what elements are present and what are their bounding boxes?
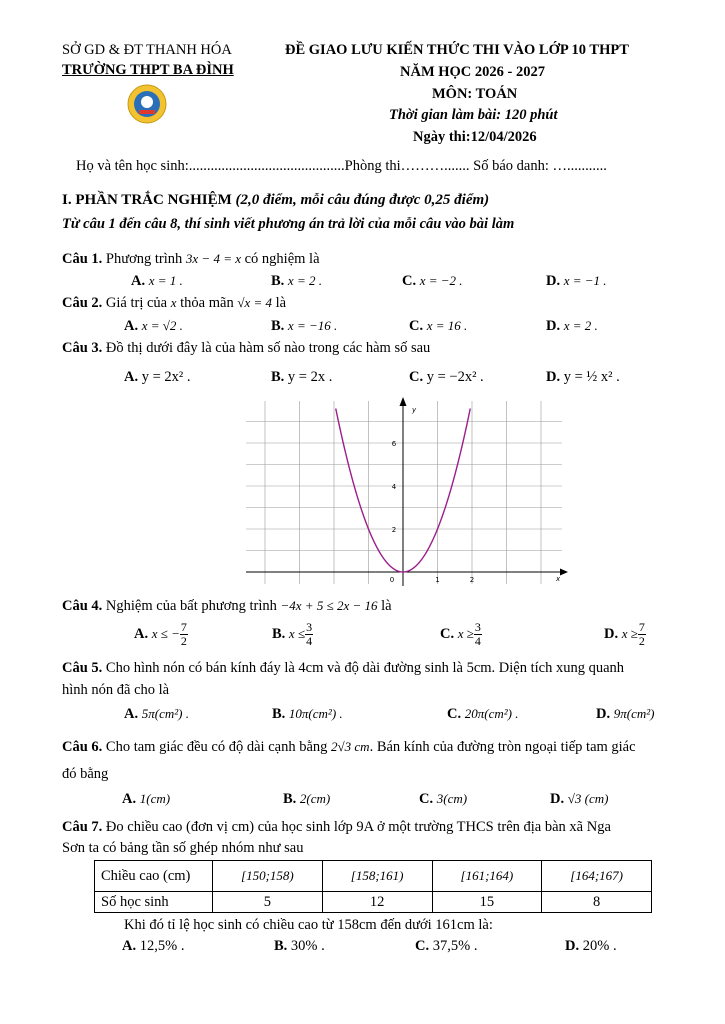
option-key: B. bbox=[271, 369, 285, 385]
option-key: A. bbox=[122, 938, 137, 954]
option-value: 3(cm) bbox=[436, 791, 468, 806]
option-key: A. bbox=[134, 625, 149, 642]
axes bbox=[246, 397, 568, 586]
option-b bbox=[271, 369, 332, 386]
fraction: $\frac{7}{2}$ bbox=[638, 620, 645, 648]
option-c bbox=[409, 318, 467, 335]
option-value: y = −2x² . bbox=[426, 369, 484, 385]
option-c bbox=[419, 791, 467, 808]
option-value: y = 2x² . bbox=[141, 369, 191, 385]
question-label: Câu 6. bbox=[62, 739, 103, 755]
option-a bbox=[122, 791, 170, 808]
option-b bbox=[274, 938, 325, 955]
fraction: $\frac{7}{2}$ bbox=[180, 620, 187, 648]
option-value: 5π(cm²) . bbox=[141, 706, 189, 721]
option-value: x ≥ bbox=[621, 625, 638, 641]
option-value: 37,5% . bbox=[432, 938, 478, 954]
question-text: có nghiệm là bbox=[244, 251, 320, 267]
side-length: 2√3 cm bbox=[331, 739, 370, 754]
option-key: C. bbox=[409, 318, 424, 334]
question-label: Câu 5. bbox=[62, 660, 103, 676]
option-key: B. bbox=[272, 625, 286, 642]
question-text: thỏa mãn bbox=[180, 295, 234, 311]
fraction: $\frac{3}{4}$ bbox=[306, 620, 313, 648]
option-a bbox=[124, 706, 189, 723]
option-key: B. bbox=[271, 318, 285, 334]
table-cell: [164;167) bbox=[542, 861, 652, 892]
section-title: I. PHẦN TRẮC NGHIỆM bbox=[62, 192, 232, 208]
option-value: √3 (cm) bbox=[567, 791, 609, 806]
question-followup: Khi đó tỉ lệ học sinh có chiều cao từ 158cm đến dưới 161cm là: bbox=[124, 917, 493, 933]
subject: MÔN: TOÁN bbox=[432, 86, 518, 102]
question-text-cont: đó bằng bbox=[62, 766, 109, 782]
question-text-cont: hình nón đã cho là bbox=[62, 682, 170, 698]
department-name: SỞ GD & ĐT THANH HÓA bbox=[62, 42, 232, 58]
option-value: x = −16 . bbox=[287, 318, 338, 333]
question-label: Câu 7. bbox=[62, 819, 103, 835]
equation: √x = 4 bbox=[237, 295, 273, 310]
option-b bbox=[271, 273, 322, 290]
option-key: B. bbox=[274, 938, 288, 954]
question-4 bbox=[62, 598, 392, 615]
table-cell: [158;161) bbox=[322, 861, 432, 892]
option-value: 1(cm) bbox=[139, 791, 171, 806]
option-key: B. bbox=[271, 273, 285, 289]
option-value: x = −2 . bbox=[419, 273, 463, 288]
x-tick-label: 0 bbox=[389, 576, 395, 584]
question-3 bbox=[62, 340, 430, 357]
option-key: A. bbox=[124, 369, 139, 385]
option-c bbox=[415, 938, 477, 955]
table-cell: [150;158) bbox=[213, 861, 323, 892]
option-key: D. bbox=[565, 938, 580, 954]
option-value: y = ½ x² . bbox=[563, 369, 620, 385]
option-value: 30% . bbox=[290, 938, 325, 954]
option-key: B. bbox=[283, 791, 297, 807]
option-value: x ≤ − bbox=[151, 625, 180, 641]
x-tick-label: 1 bbox=[435, 576, 440, 584]
option-d bbox=[546, 273, 607, 290]
y-tick-label: 4 bbox=[391, 483, 397, 491]
option-value: x ≤ bbox=[288, 625, 306, 641]
option-key: D. bbox=[546, 369, 561, 385]
option-key: A. bbox=[124, 706, 139, 722]
question-2 bbox=[62, 295, 286, 312]
table-cell: 8 bbox=[542, 892, 652, 913]
question-label: Câu 1. bbox=[62, 251, 103, 267]
fraction: $\frac{3}{4}$ bbox=[474, 620, 481, 648]
option-key: C. bbox=[415, 938, 430, 954]
tick-labels bbox=[390, 406, 561, 584]
option-value: 10π(cm²) . bbox=[288, 706, 343, 721]
option-d bbox=[550, 791, 608, 808]
variable: x bbox=[170, 295, 177, 310]
option-key: C. bbox=[402, 273, 417, 289]
option-key: D. bbox=[550, 791, 565, 807]
option-value: 20% . bbox=[582, 938, 617, 954]
question-text: Đồ thị dưới đây là của hàm số nào trong các hàm số sau bbox=[105, 340, 431, 356]
option-d bbox=[604, 621, 646, 648]
question-6 bbox=[62, 739, 636, 756]
school-year: NĂM HỌC 2026 - 2027 bbox=[400, 64, 545, 80]
option-value: 2(cm) bbox=[299, 791, 331, 806]
question-text: là bbox=[381, 598, 392, 614]
table-cell: 12 bbox=[322, 892, 432, 913]
option-value: x = 2 . bbox=[563, 318, 598, 333]
option-c bbox=[447, 706, 518, 723]
option-value: 9π(cm²) bbox=[613, 706, 655, 721]
question-text: Giá trị của bbox=[105, 295, 168, 311]
option-a bbox=[122, 938, 184, 955]
option-key: A. bbox=[124, 318, 139, 334]
option-key: A. bbox=[122, 791, 137, 807]
option-key: C. bbox=[440, 625, 455, 642]
question-text: Cho hình nón có bán kính đáy là 4cm và độ dài đường sinh là 5cm. Diện tích xung quanh bbox=[105, 660, 625, 676]
question-7 bbox=[62, 819, 611, 836]
row-header: Số học sinh bbox=[95, 892, 213, 913]
option-b bbox=[283, 791, 330, 808]
option-a bbox=[131, 273, 183, 290]
option-a bbox=[124, 369, 191, 386]
option-d bbox=[596, 706, 654, 723]
option-value: 20π(cm²) . bbox=[464, 706, 519, 721]
option-d bbox=[546, 318, 598, 335]
student-info-line: Họ và tên học sinh:...........................................Phòng thi………....... Số báo danh: …........... bbox=[76, 158, 607, 174]
table-cell: 5 bbox=[213, 892, 323, 913]
question-label: Câu 2. bbox=[62, 295, 103, 311]
school-logo bbox=[127, 84, 167, 124]
option-value: x = √2 . bbox=[141, 318, 183, 333]
x-axis-label: x bbox=[556, 575, 561, 583]
table-row bbox=[95, 892, 652, 913]
option-value: x = 2 . bbox=[287, 273, 322, 288]
table-row bbox=[95, 861, 652, 892]
option-key: C. bbox=[409, 369, 424, 385]
y-axis-label: y bbox=[412, 406, 417, 414]
option-d bbox=[565, 938, 617, 955]
option-b bbox=[271, 318, 337, 335]
option-value: 12,5% . bbox=[139, 938, 185, 954]
question-text: Cho tam giác đều có độ dài cạnh bằng bbox=[105, 739, 328, 755]
question-text: là bbox=[275, 295, 287, 311]
option-key: C. bbox=[447, 706, 462, 722]
y-tick-label: 6 bbox=[391, 440, 397, 448]
y-axis-arrow bbox=[400, 397, 407, 406]
option-key: C. bbox=[419, 791, 434, 807]
option-a bbox=[124, 318, 183, 335]
option-b bbox=[272, 621, 313, 648]
option-c bbox=[440, 621, 482, 648]
option-a bbox=[134, 621, 188, 648]
equation: 3x − 4 = x bbox=[185, 251, 241, 266]
table-cell: 15 bbox=[432, 892, 542, 913]
option-key: D. bbox=[546, 318, 561, 334]
section-heading bbox=[62, 192, 489, 209]
option-c bbox=[409, 369, 484, 386]
inequality: −4x + 5 ≤ 2x − 16 bbox=[280, 598, 378, 613]
question-text-cont: Sơn ta có bảng tần số ghép nhóm như sau bbox=[62, 840, 304, 856]
question-label: Câu 4. bbox=[62, 598, 103, 614]
school-name: TRƯỜNG THPT BA ĐÌNH bbox=[62, 62, 234, 78]
option-c bbox=[402, 273, 463, 290]
option-d bbox=[546, 369, 620, 386]
frequency-table bbox=[94, 860, 652, 913]
question-label: Câu 3. bbox=[62, 340, 103, 356]
question-5 bbox=[62, 660, 624, 677]
option-key: A. bbox=[131, 273, 146, 289]
grid bbox=[246, 401, 562, 584]
exam-duration: Thời gian làm bài: 120 phút bbox=[389, 107, 558, 123]
y-tick-label: 2 bbox=[391, 526, 397, 534]
x-axis-arrow bbox=[560, 569, 568, 576]
option-b bbox=[272, 706, 343, 723]
section-instruction: Từ câu 1 đến câu 8, thí sinh viết phương án trả lời của mỗi câu vào bài làm bbox=[62, 216, 515, 232]
question-1 bbox=[62, 251, 320, 268]
option-value: x = −1 . bbox=[563, 273, 607, 288]
option-value: y = 2x . bbox=[287, 369, 333, 385]
section-score-note: (2,0 điểm, mỗi câu đúng được 0,25 điểm) bbox=[235, 192, 490, 208]
exam-title: ĐỀ GIAO LƯU KIẾN THỨC THI VÀO LỚP 10 THPT bbox=[285, 42, 629, 58]
exam-date: Ngày thi:12/04/2026 bbox=[413, 129, 537, 145]
option-value: x = 1 . bbox=[148, 273, 183, 288]
option-key: B. bbox=[272, 706, 286, 722]
option-key: D. bbox=[596, 706, 611, 722]
option-key: D. bbox=[604, 625, 619, 642]
question-text: Phương trình bbox=[105, 251, 183, 267]
table-cell: [161;164) bbox=[432, 861, 542, 892]
parabola-graph bbox=[238, 395, 572, 590]
option-value: x ≥ bbox=[457, 625, 474, 641]
question-text: . Bán kính của đường tròn ngoại tiếp tam giác bbox=[369, 739, 636, 755]
question-text: Đo chiều cao (đơn vị cm) của học sinh lớp 9A ở một trường THCS trên địa bàn xã Nga bbox=[105, 819, 611, 835]
row-header: Chiều cao (cm) bbox=[95, 861, 213, 892]
option-key: D. bbox=[546, 273, 561, 289]
question-text: Nghiệm của bất phương trình bbox=[105, 598, 277, 614]
option-value: x = 16 . bbox=[426, 318, 468, 333]
x-tick-label: 2 bbox=[469, 576, 475, 584]
